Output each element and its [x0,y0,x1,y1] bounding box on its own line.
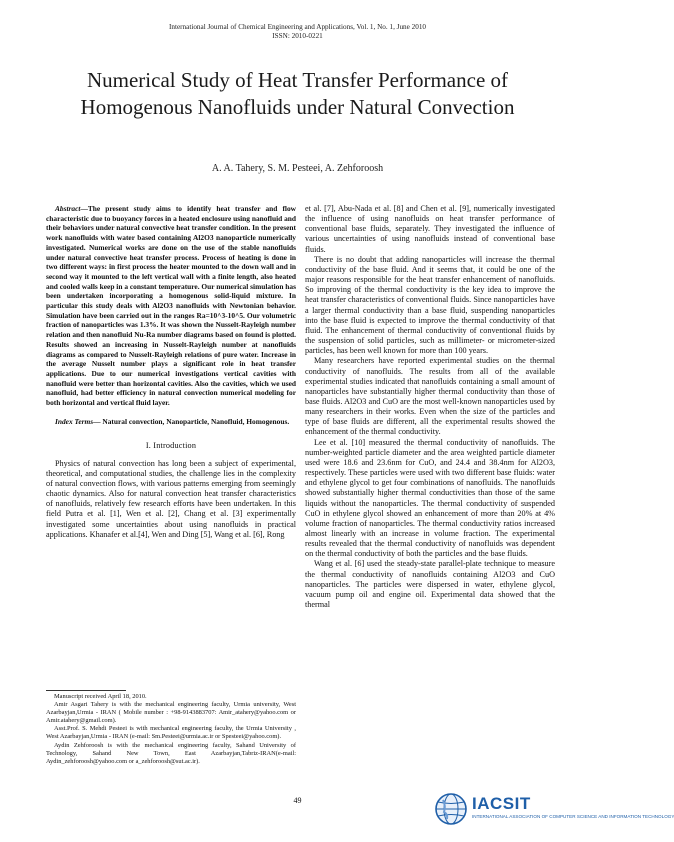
footnote-received: Manuscript received April 18, 2010. [54,693,147,700]
right-paragraph-5: Wang et al. [6] used the steady-state parallel-plate technique to measure the thermal conductivity of nanofluids containing Al2O3 and CuO nanoparticles. The particles were dispersed in water, ethylene glycol, vacuum pump oil and engine oil. Experimental data showed that the thermal [305,559,555,610]
footnotes [46,690,296,766]
footnote-rule [46,690,126,691]
journal-issn: ISSN: 2010-0221 [272,32,323,40]
footnote-author-2: Asst.Prof. S. Mehdi Pesteei is with mechanical engineering faculty, the Urmia University , West Azarbayjan,Urmia - IRAN (e-mail: Sm.Pesteei@urmia.ac.ir or Spesteei@yahoo.com). [46,725,296,741]
right-paragraph-4: Lee et al. [10] measured the thermal conductivity of nanofluids. The number-weighted particle diameter and the area weighted particle diameter used were 18.6 and 23.6nm for CuO, and 24.4 and 38.4nm for Al2O3, respectively. These particles were used with two different base fluids: water and ethylene glycol to get four combinations of nanofluids. The nanofluids showed substantially higher thermal conductivities than those of the same liquids without the nanoparticles. The thermal conductivity of suspended CuO in ethylene glycol showed an enhancement of more than 20% at 4% volume fraction of nanoparticles. The thermal conductivity ratios increased almost linearly with an increase in volume fraction. The experimental results revealed that the thermal conductivity of nanofluids was dependent on the thermal conductivity of both the particles and the base fluids. [305,437,555,559]
index-terms [46,417,296,427]
index-terms-label: Index Terms [55,416,94,426]
section-heading-introduction: I. Introduction [145,441,197,451]
paper-title: Numerical Study of Heat Transfer Performance of Homogenous Nanofluids under Natural Convection [80,68,515,119]
globe-icon [434,792,468,826]
intro-paragraph-1: Physics of natural convection has long been a subject of experimental, theoretical, and computational studies, the challenge lies in the complexity of natural convection flows, with various patterns emerging from seemingly chaotic dynamics. Also for natural convection heat transfer characteristics of nanofluids, relatively few research efforts have been undertaken. In this field Putra et al. [1], Wen et al. [2], Chang et al. [3] experimentally investigated some uncertainties about using nanofluids in practical applications. Khanafer et al.[4], Wen and Ding [5], Wang et al. [6], Rong [46,458,296,539]
abstract-label: Abstract [55,204,81,213]
page-number: 49 [293,796,302,805]
left-column [46,204,296,540]
logo-tagline: INTERNATIONAL ASSOCIATION OF COMPUTER SCIENCE AND INFORMATION TECHNOLOGY [472,814,674,819]
abstract-text: The present study aims to identify heat transfer and flow characteristic due to buoyancy forces in a heated enclosure using nanofluid and their behaviors under natural convective heat transfer condition. In the present work nanofluids with water based containing Al2O3 nanoparticle numerically investigated. Numerical works are done on the use of the stable nanofluids under natural convective heat transfer process. Process of heating is done in two different ways: in first process the heater mounted to the down wall and in second way it mounted to the left vertical wall with a finite length, also heated and cooled walls keep in a constant temperature. Our numerical simulation has been undertaken incorporating a homogenous solid-liquid mixture. In particular this study deals with Al2O3 nanofluids with Newtonian behavior. Simulation have been carried out in the ranges Ra=10^3-10^5. Our volumetric fraction of nanoparticles was 1.3%. It was shown the Nusselt-Rayleigh number relation and then nanofluid Nu-Ra number diagrams based on found is plotted. Results showed an increasing in Nusselt-Rayleigh number at nanofluids diagrams as compared to Nusselt-Rayleigh relations of pure water. Increase in the average Nusselt number plays a significant role in heat transfer applications. Due to our numerical investigations vertical cavities with nanofluid were better than horizontal cavities. Also the cavities, which we used nanofluid, had better efficiency in natural convection numerical modeling for both horizontal and vertical fluid layer. [46,204,296,408]
abstract [46,204,296,408]
footnote-author-1: Amir Asgari Tahery is with the mechanical engineering faculty, Urmia university, West Azarbayjan,Urmia - IRAN ( Mobile number : +98-9143883707: Amir_atahery@yahoo.com or Amir.atahery@gmail.com). [46,701,296,725]
right-paragraph-3: Many researchers have reported experimental studies on the thermal conductivity of nanofluids. The results from all of the available experimental studies indicated that nanofluids containing a small amount of nanoparticles have substantially higher thermal conductivity than those of base fluids. Al2O3 and CuO are the most well-known nanoparticles used by many researchers in their works. Even when the size of the particles and type of base fluids are different, all the experimental results showed the enhancement of the thermal conductivity. [305,356,555,437]
logo-brand: IACSIT [472,794,531,813]
index-terms-dash: — [93,416,103,426]
journal-citation: International Journal of Chemical Engineering and Applications, Vol. 1, No. 1, June 2010 [168,23,427,31]
abstract-dash: — [80,204,88,213]
right-paragraph-2: There is no doubt that adding nanoparticles will increase the thermal conductivity of the base fluid. And it seems that, it could be one of the major reasons responsible for the heat transfer enhancement of nanofluids. So improving of the thermal conductivity is the key idea to improve the heat transfer characteristics of conventional fluids. Since nanoparticles have a larger thermal conductivity than a base fluid, suspending nanoparticles into the base fluid is expected to improve the thermal conductivity of that fluid. The enhancement of thermal conductivity of conventional fluids by the suspension of solid particles, such as millimeter- or micrometer-sized particles, has been well known for more than 100 years. [305,254,555,356]
running-header [0,23,595,41]
index-terms-text: Natural convection, Nanoparticle, Nanofluid, Homogenous. [102,416,290,426]
author-list: A. A. Tahery, S. M. Pesteei, A. Zehforoosh [211,163,384,174]
right-paragraph-1: et al. [7], Abu-Nada et al. [8] and Chen et al. [9], numerically investigated the influence of using nanofluids on heat transfer performance of conventional base fluids, separately. They investigated the influence of various uncertainties of using nanofluids instead of conventional base fluids. [305,204,555,254]
footnote-author-3: Aydin Zehforoosh is with the mechanical engineering faculty, Sahand University of Technology, Sahand New Town, East Azarbayjan,Tabriz-IRAN(e-mail: Aydin_zehforoosh@yahoo.com or a_zehforoosh@sut.ac.ir). [46,741,296,765]
iacsit-logo [434,792,674,828]
right-column [305,204,555,610]
